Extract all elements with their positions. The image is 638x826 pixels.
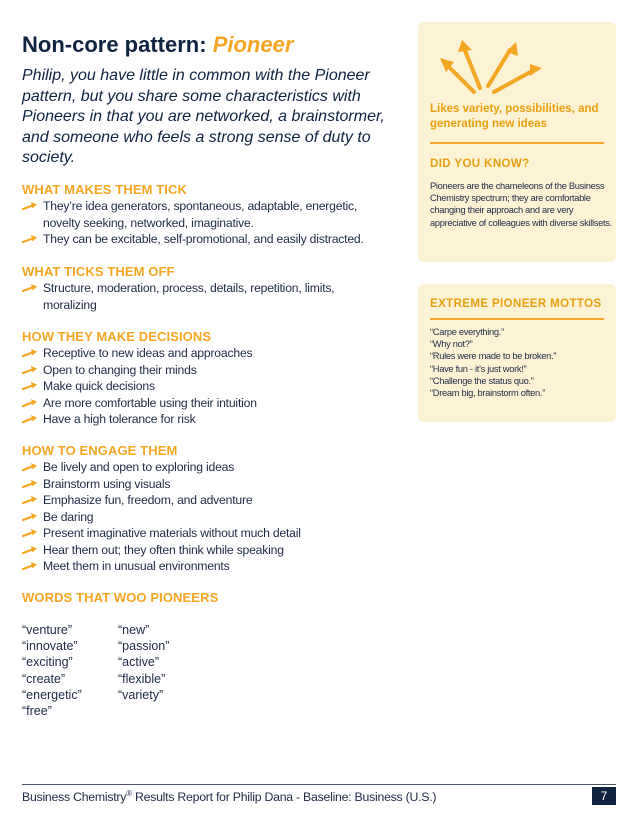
motto-item: “Why not?” xyxy=(430,339,473,350)
list-item-text: Open to changing their minds xyxy=(43,362,197,377)
arrow-bullet-icon xyxy=(22,202,38,212)
section-how-to-engage-them xyxy=(22,443,382,575)
word-item: “venture” xyxy=(22,623,73,637)
list-item-text: Brainstorm using visuals xyxy=(43,476,171,491)
arrow-bullet-icon xyxy=(22,366,38,376)
words-column-1 xyxy=(22,622,82,719)
section-how-they-make-decisions xyxy=(22,329,382,428)
list-item xyxy=(22,558,382,575)
list-item-text: Make quick decisions xyxy=(43,379,155,393)
list-item-text: Emphasize fun, freedom, and adventure xyxy=(43,493,253,507)
arrow-bullet-icon xyxy=(22,513,38,523)
arrows-burst-icon xyxy=(436,40,546,100)
word-item: “variety” xyxy=(118,687,164,702)
sidebar-lead: Likes variety, possibilities, and generating new ideas xyxy=(430,103,599,130)
arrow-bullet-icon xyxy=(22,415,38,425)
list-item xyxy=(22,542,382,559)
list-item xyxy=(22,492,382,509)
list-item-text: Be lively and open to exploring ideas xyxy=(43,460,235,474)
word-item: “energetic” xyxy=(22,687,82,702)
arrow-bullet-icon xyxy=(22,284,38,294)
footer-divider xyxy=(22,784,616,785)
footer-text-start: Business Chemistry xyxy=(22,790,127,805)
list-item xyxy=(22,231,382,248)
list-item xyxy=(22,476,382,493)
section-words-that-woo xyxy=(22,590,382,606)
arrow-bullet-icon xyxy=(22,496,38,506)
list-item-text: They’re idea generators, spontaneous, adaptable, energetic, novelty seeking, networked, imaginative. xyxy=(43,199,358,230)
section-heading: HOW THEY MAKE DECISIONS xyxy=(22,329,212,344)
arrow-bullet-icon xyxy=(22,382,38,392)
list-item xyxy=(22,411,382,428)
footer-text xyxy=(22,789,436,804)
words-column-2 xyxy=(118,622,169,703)
word-item: “active” xyxy=(118,655,159,670)
arrow-bullet-icon xyxy=(22,235,38,245)
word-item: “new” xyxy=(118,623,150,637)
arrow-bullet-icon xyxy=(22,399,38,409)
arrow-bullet-icon xyxy=(22,529,38,539)
section-what-ticks-them-off xyxy=(22,264,382,313)
arrow-bullet-icon xyxy=(22,463,38,473)
list-item-text: Be daring xyxy=(43,509,94,524)
page-title xyxy=(22,32,293,58)
registered-mark: ® xyxy=(126,789,132,798)
list-item-text: Present imaginative materials without much detail xyxy=(43,526,301,540)
list-item-text: Have a high tolerance for risk xyxy=(43,412,196,426)
motto-item: “Carpe everything.” xyxy=(430,327,504,337)
list-item-text: Hear them out; they often think while speaking xyxy=(43,542,284,557)
divider xyxy=(430,318,604,320)
section-heading: HOW TO ENGAGE THEM xyxy=(22,443,178,458)
word-item: “free” xyxy=(22,704,52,719)
list-item xyxy=(22,459,382,476)
list-item-text: They can be excitable, self-promotional, and easily distracted. xyxy=(43,232,364,246)
motto-item: “Dream big, brainstorm often.” xyxy=(430,388,546,399)
title-pattern: Pioneer xyxy=(212,32,294,57)
section-heading: WORDS THAT WOO PIONEERS xyxy=(22,590,219,605)
title-prefix: Non-core pattern: xyxy=(22,32,213,57)
motto-item: “Have fun - it’s just work!” xyxy=(430,363,527,374)
list-item-text: Meet them in unusual environments xyxy=(43,559,230,573)
list-item xyxy=(22,198,382,231)
page-number: 7 xyxy=(592,787,616,805)
sidebar-mottos xyxy=(418,284,616,422)
list-item xyxy=(22,362,382,379)
list-item xyxy=(22,525,382,542)
arrow-bullet-icon xyxy=(22,562,38,572)
motto-item: “Rules were made to be broken.” xyxy=(430,351,557,362)
word-item: “exciting” xyxy=(22,655,73,670)
word-item: “passion” xyxy=(118,639,170,654)
list-item xyxy=(22,378,382,395)
divider xyxy=(430,142,604,144)
footer-text-end: Results Report for Philip Dana - Baseline: Business (U.S.) xyxy=(131,790,437,805)
section-heading: WHAT MAKES THEM TICK xyxy=(22,182,187,197)
list-item-text: Are more comfortable using their intuition xyxy=(43,395,257,410)
list-item-text: Structure, moderation, process, details, repetition, limits, moralizing xyxy=(43,281,335,312)
arrow-bullet-icon xyxy=(22,480,38,490)
motto-item: “Challenge the status quo.” xyxy=(430,375,534,386)
list-item xyxy=(22,509,382,526)
did-you-know-heading: DID YOU KNOW? xyxy=(430,158,530,170)
intro-paragraph: Philip, you have little in common with the Pioneer pattern, but you share some characteristics with Pioneers in that you are networked, a brainstormer, and someone who feels a strong sense of duty to society. xyxy=(22,67,385,166)
section-what-makes-them-tick xyxy=(22,182,382,248)
mottos-heading: EXTREME PIONEER MOTTOS xyxy=(430,298,602,310)
sidebar-did-you-know xyxy=(418,22,616,262)
word-item: “create” xyxy=(22,671,66,686)
word-item: “flexible” xyxy=(118,671,166,686)
mottos-list xyxy=(430,326,612,399)
arrow-bullet-icon xyxy=(22,349,38,359)
arrow-bullet-icon xyxy=(22,546,38,556)
word-item: “innovate” xyxy=(22,639,78,654)
did-you-know-text: Pioneers are the chameleons of the Business Chemistry spectrum; they are comfortable changing their approach and are very appreciative of colleagues with diverse skillsets. xyxy=(430,181,612,228)
section-heading: WHAT TICKS THEM OFF xyxy=(22,264,175,279)
list-item xyxy=(22,395,382,412)
list-item xyxy=(22,280,382,313)
list-item-text: Receptive to new ideas and approaches xyxy=(43,346,253,360)
list-item xyxy=(22,345,382,362)
